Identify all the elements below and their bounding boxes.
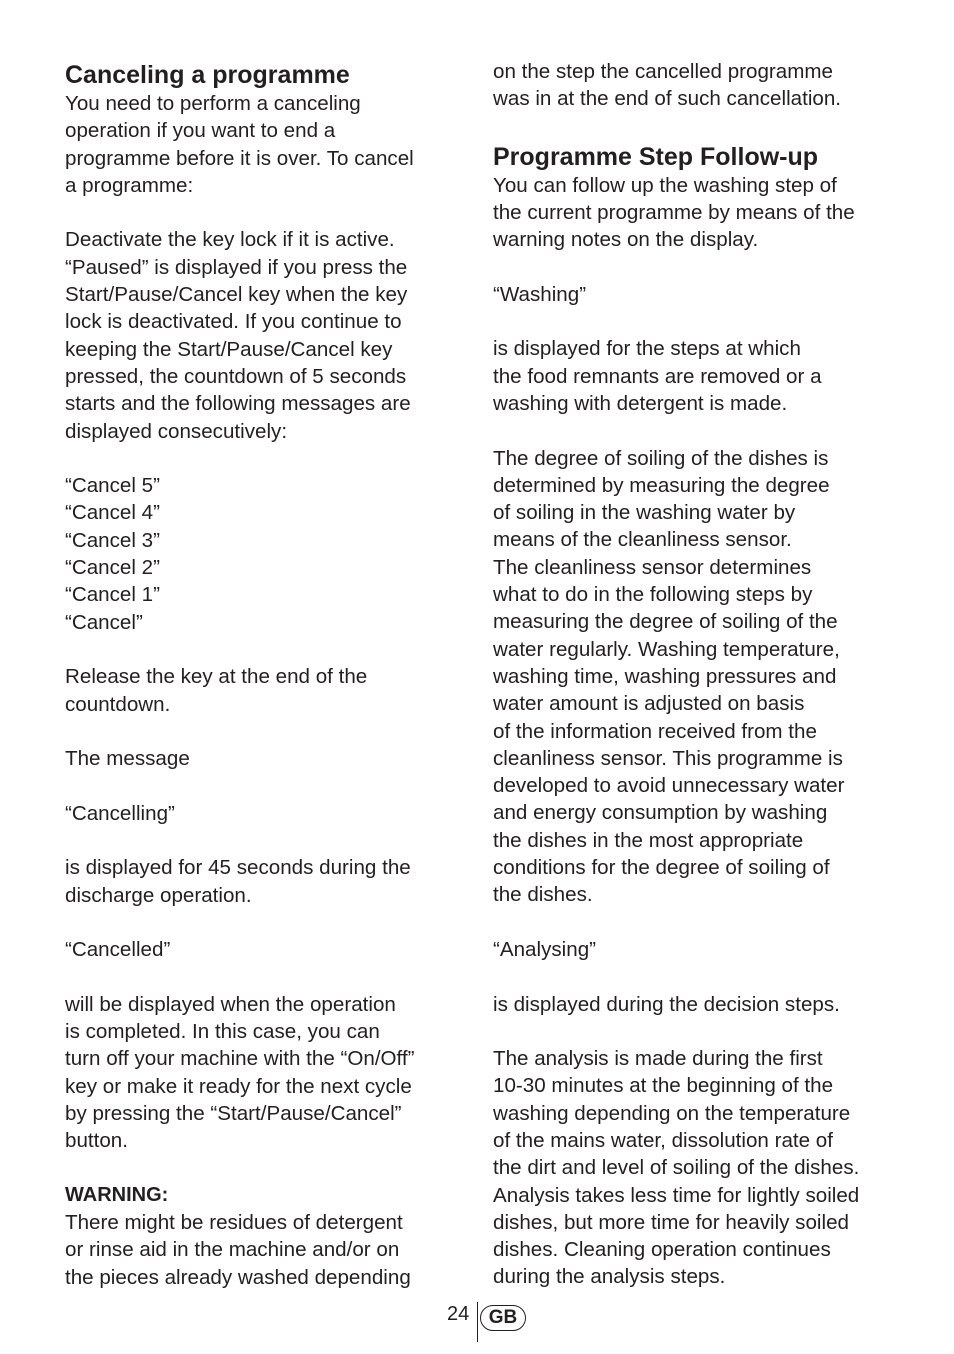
text-line: was in at the end of such cancellation.: [493, 87, 842, 111]
paragraph: [493, 281, 913, 308]
text-line: “Cancel 1”: [65, 583, 160, 607]
text-line: on the step the cancelled programme: [493, 60, 833, 83]
left-column: [65, 58, 465, 1291]
text-line: means of the cleanliness sensor.: [493, 528, 792, 552]
paragraph-gap: [65, 199, 465, 226]
paragraph: [493, 1045, 913, 1291]
section-heading-step-follow-up: Programme Step Follow-up: [493, 142, 819, 171]
text-line: is displayed for 45 seconds during the: [65, 856, 411, 880]
text-line: pressed, the countdown of 5 seconds: [65, 364, 407, 388]
paragraph: [65, 226, 465, 444]
paragraph: [65, 936, 465, 963]
paragraph-gap: [65, 718, 465, 745]
text-line: or rinse aid in the machine and/or on: [65, 1238, 400, 1262]
text-line: of soiling in the washing water by: [493, 501, 796, 525]
paragraph-gap: [493, 1018, 913, 1045]
paragraph-gap: [65, 909, 465, 936]
text-line: key or make it ready for the next cycle: [65, 1074, 412, 1098]
paragraph-gap: [493, 253, 913, 280]
paragraph-gap: [493, 417, 913, 444]
text-line: the dirt and level of soiling of the dishes.: [493, 1156, 860, 1180]
paragraph-gap: [65, 1155, 465, 1182]
paragraph: [65, 663, 465, 718]
paragraph: [493, 335, 913, 417]
text-line: washing time, washing pressures and: [493, 664, 837, 688]
paragraph: [65, 472, 465, 636]
section-heading-canceling: Canceling a programme: [65, 61, 350, 89]
text-line: the dishes.: [493, 883, 593, 907]
right-column: [493, 58, 913, 1318]
paragraph: [65, 745, 465, 772]
text-line: button.: [65, 1129, 128, 1153]
paragraph-gap: [65, 772, 465, 799]
paragraph-gap: [493, 963, 913, 990]
text-line: starts and the following messages are: [65, 392, 411, 416]
text-line: lock is deactivated. If you continue to: [65, 310, 402, 334]
text-line: operation if you want to end a: [65, 119, 336, 143]
text-line: keeping the Start/Pause/Cancel key: [65, 337, 393, 361]
paragraph-gap: [493, 909, 913, 936]
text-line: “Cancel”: [65, 610, 143, 634]
paragraph: [493, 445, 913, 909]
text-line: 10-30 minutes at the beginning of the: [493, 1074, 834, 1098]
right-intro-text: [493, 58, 913, 113]
language-badge: GB: [480, 1305, 526, 1331]
text-line: Analysis takes less time for lightly soiled: [493, 1183, 860, 1207]
text-line: The message: [65, 747, 190, 771]
text-line: The cleanliness sensor determines: [493, 555, 812, 579]
text-line: warning notes on the display.: [493, 228, 759, 252]
text-line: by pressing the “Start/Pause/Cancel”: [65, 1101, 402, 1125]
text-line: washing with detergent is made.: [493, 391, 788, 415]
text-line: cleanliness sensor. This programme is: [493, 746, 843, 770]
text-line: measuring the degree of soiling of the: [493, 610, 838, 634]
text-line: Release the key at the end of the: [65, 665, 368, 689]
text-line: The degree of soiling of the dishes is: [493, 446, 829, 470]
text-line: determined by measuring the degree: [493, 473, 830, 497]
text-line: what to do in the following steps by: [493, 583, 813, 607]
paragraph-gap: [493, 308, 913, 335]
text-line: the current programme by means of the: [493, 200, 855, 224]
text-line: dishes. Cleaning operation continues: [493, 1238, 831, 1262]
warning-label: WARNING:: [65, 1183, 169, 1206]
text-line: dishes, but more time for heavily soiled: [493, 1210, 849, 1234]
text-line: will be displayed when the operation: [65, 992, 396, 1016]
paragraph-gap: [65, 445, 465, 472]
paragraph: [65, 90, 465, 199]
paragraph-gap: [65, 827, 465, 854]
text-line: is completed. In this case, you can: [65, 1020, 380, 1044]
paragraph: [65, 991, 465, 1155]
text-line: discharge operation.: [65, 883, 252, 907]
text-line: The analysis is made during the first: [493, 1047, 823, 1071]
text-line: the food remnants are removed or a: [493, 364, 822, 388]
text-line: “Cancelled”: [65, 938, 171, 962]
paragraph: [493, 172, 913, 254]
left-text-body: [65, 90, 465, 1182]
text-line: a programme:: [65, 173, 194, 197]
text-line: You can follow up the washing step of: [493, 173, 837, 197]
footer-divider: [477, 1302, 478, 1342]
right-text-body: [493, 172, 913, 1318]
text-line: “Washing”: [493, 282, 587, 306]
page-number: 24: [447, 1303, 470, 1325]
text-line: water amount is adjusted on basis: [493, 692, 805, 716]
text-line: There might be residues of detergent: [65, 1211, 403, 1235]
text-line: developed to avoid unnecessary water: [493, 774, 845, 798]
text-line: “Cancel 5”: [65, 474, 160, 498]
text-line: “Cancelling”: [65, 801, 175, 825]
text-line: water regularly. Washing temperature,: [493, 637, 840, 661]
text-line: turn off your machine with the “On/Off”: [65, 1047, 415, 1071]
paragraph: [65, 854, 465, 909]
text-line: countdown.: [65, 692, 171, 716]
paragraph-gap: [493, 1291, 913, 1318]
text-line: washing depending on the temperature: [493, 1101, 851, 1125]
text-line: the pieces already washed depending: [65, 1265, 411, 1289]
text-line: “Cancel 2”: [65, 556, 160, 580]
warning-text: [65, 1209, 465, 1291]
text-line: the dishes in the most appropriate: [493, 828, 804, 852]
text-line: Start/Pause/Cancel key when the key: [65, 283, 408, 307]
text-line: conditions for the degree of soiling of: [493, 856, 830, 880]
text-line: of the information received from the: [493, 719, 817, 743]
text-line: displayed consecutively:: [65, 419, 288, 443]
text-line: Deactivate the key lock if it is active.: [65, 228, 395, 252]
paragraph: [493, 936, 913, 963]
text-line: programme before it is over. To cancel: [65, 146, 414, 170]
text-line: “Cancel 4”: [65, 501, 160, 525]
text-line: You need to perform a canceling: [65, 92, 361, 115]
text-line: “Cancel 3”: [65, 528, 160, 552]
text-line: during the analysis steps.: [493, 1265, 726, 1289]
text-line: “Paused” is displayed if you press the: [65, 255, 408, 279]
text-line: of the mains water, dissolution rate of: [493, 1128, 833, 1152]
text-line: is displayed for the steps at which: [493, 337, 801, 361]
text-line: is displayed during the decision steps.: [493, 992, 840, 1016]
paragraph-gap: [65, 636, 465, 663]
paragraph: [65, 800, 465, 827]
text-line: and energy consumption by washing: [493, 801, 828, 825]
text-line: “Analysing”: [493, 937, 597, 961]
paragraph: [493, 991, 913, 1018]
paragraph-gap: [65, 964, 465, 991]
